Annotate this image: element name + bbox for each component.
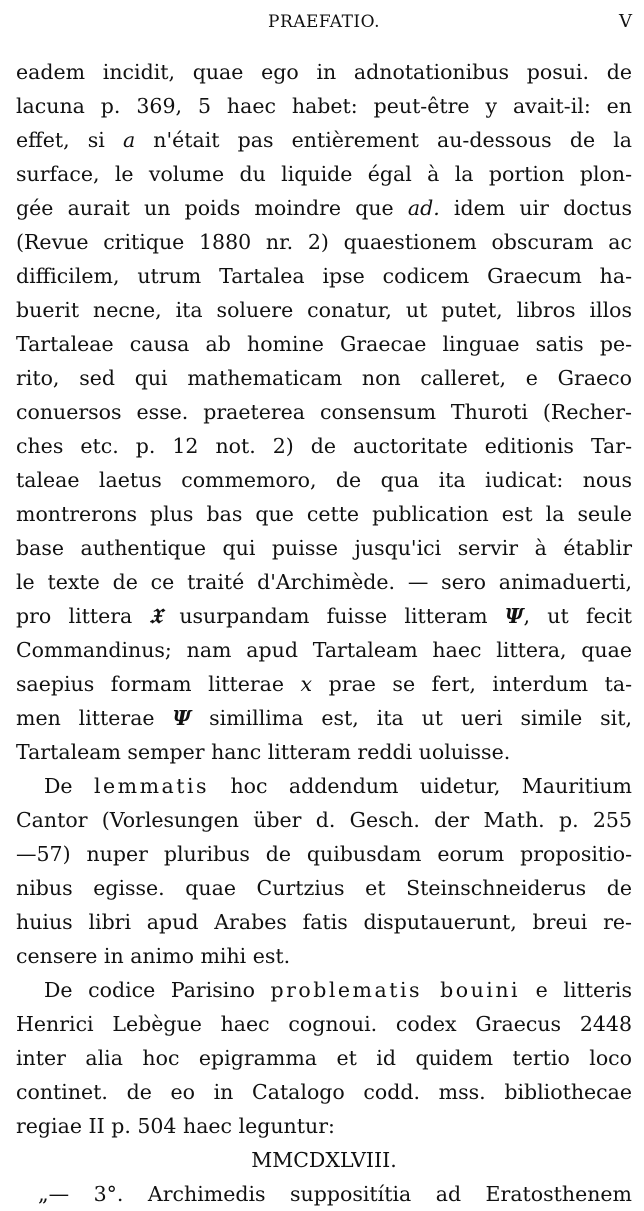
text-line xyxy=(16,905,632,939)
line-text: De codice Parisino xyxy=(44,978,271,1002)
line-text: rito, sed qui mathematicam non calleret, e Graeco xyxy=(16,366,632,390)
text-line xyxy=(16,599,632,633)
text-line xyxy=(16,633,632,667)
text-line xyxy=(16,293,632,327)
line-text: e litteris xyxy=(520,978,632,1002)
text-line xyxy=(16,803,632,837)
line-text: hoc addendum uidetur, Mauritium xyxy=(209,774,632,798)
spaced-text: problematis bouini xyxy=(270,978,521,1002)
text-line xyxy=(16,123,632,157)
text-line xyxy=(16,89,632,123)
italic-text: ad. xyxy=(407,196,440,220)
line-text: Tartaleae causa ab homine Graecae linguae satis pe- xyxy=(16,332,632,356)
text-line xyxy=(16,735,632,769)
text-line xyxy=(16,1143,632,1177)
line-text: difficilem, utrum Tartalea ipse codicem Graecum ha- xyxy=(16,264,632,288)
line-text: Henrici Lebègue haec cognoui. codex Graecus 2448 xyxy=(16,1012,632,1036)
line-text: idem uir doctus xyxy=(439,196,632,220)
line-text: base authentique qui puisse jusqu'ici servir à établir xyxy=(16,536,632,560)
running-title: PRAEFATIO. xyxy=(268,12,380,32)
body-text xyxy=(16,55,632,1211)
line-text: ches etc. p. 12 not. 2) de auctoritate editionis Tar- xyxy=(16,434,632,458)
line-text: Tartaleam semper hanc litteram reddi uoluisse. xyxy=(16,740,511,764)
text-line xyxy=(16,667,632,701)
text-line xyxy=(16,1007,632,1041)
text-line xyxy=(16,395,632,429)
text-line xyxy=(16,497,632,531)
line-text: Cantor (Vorlesungen über d. Gesch. der Math. p. 255 xyxy=(16,808,632,832)
text-line xyxy=(16,327,632,361)
line-text: De xyxy=(44,774,94,798)
line-text: surface, le volume du liquide égal à la portion plon- xyxy=(16,162,632,186)
letter-glyph: 𝔛 xyxy=(149,604,163,628)
letter-glyph: Ψ xyxy=(172,706,192,730)
text-line xyxy=(16,429,632,463)
line-text: effet, si xyxy=(16,128,123,152)
text-line xyxy=(16,157,632,191)
text-line xyxy=(16,565,632,599)
text-line xyxy=(16,837,632,871)
text-line xyxy=(16,1041,632,1075)
text-line xyxy=(16,871,632,905)
text-line xyxy=(16,531,632,565)
text-line xyxy=(16,769,632,803)
line-text: buerit necne, ita soluere conatur, ut putet, libros illos xyxy=(16,298,632,322)
letter-glyph: Ψ xyxy=(504,604,524,628)
line-text: n'était pas entièrement au-dessous de la xyxy=(135,128,632,152)
text-line xyxy=(16,225,632,259)
line-text: prae se fert, interdum ta- xyxy=(312,672,632,696)
line-text: men litterae xyxy=(16,706,173,730)
page-header xyxy=(16,8,632,34)
text-line xyxy=(16,191,632,225)
line-text: montrerons plus bas que cette publication est la seule xyxy=(16,502,632,526)
line-text: —57) nuper pluribus de quibusdam eorum propositio- xyxy=(16,842,632,866)
text-line xyxy=(16,463,632,497)
line-text: gée aurait un poids moindre que xyxy=(16,196,408,220)
text-line xyxy=(16,701,632,735)
line-text: Commandinus; nam apud Tartaleam haec littera, quae xyxy=(16,638,632,662)
italic-text: x xyxy=(300,672,313,696)
text-line xyxy=(16,259,632,293)
line-text: nibus egisse. quae Curtzius et Steinschneiderus de xyxy=(16,876,632,900)
italic-text: a xyxy=(122,128,136,152)
line-text: , ut fecit xyxy=(523,604,632,628)
line-text: inter alia hoc epigramma et id quidem tertio loco xyxy=(16,1046,632,1070)
line-text: taleae laetus commemoro, de qua ita iudicat: nous xyxy=(16,468,632,492)
line-text: regiae II p. 504 haec leguntur: xyxy=(16,1114,335,1138)
text-line xyxy=(16,1177,632,1211)
line-text: censere in animo mihi est. xyxy=(16,944,291,968)
line-text: lacuna p. 369, 5 haec habet: peut-être y avait-il: en xyxy=(16,94,632,118)
spaced-text: lemmatis xyxy=(93,774,210,798)
text-line xyxy=(16,939,632,973)
line-text: usurpandam fuisse litteram xyxy=(162,604,505,628)
line-text: conuersos esse. praeterea consensum Thuroti (Recher- xyxy=(16,400,632,424)
line-text: (Revue critique 1880 nr. 2) quaestionem obscuram ac xyxy=(16,230,632,254)
text-line xyxy=(16,973,632,1007)
page-number: V xyxy=(619,11,632,32)
line-text: MMCDXLVIII. xyxy=(251,1148,397,1172)
line-text: pro littera xyxy=(16,604,150,628)
line-text: le texte de ce traité d'Archimède. — sero animaduerti, xyxy=(16,570,632,594)
line-text: continet. de eo in Catalogo codd. mss. bibliothecae xyxy=(16,1080,632,1104)
text-line xyxy=(16,1109,632,1143)
line-text: „— 3°. Archimedis suppositítia ad Eratosthenem xyxy=(38,1182,632,1206)
text-line xyxy=(16,1075,632,1109)
line-text: huius libri apud Arabes fatis disputauerunt, breui re- xyxy=(16,910,632,934)
line-text: simillima est, ita ut ueri simile sit, xyxy=(191,706,632,730)
line-text: saepius formam litterae xyxy=(16,672,301,696)
text-line xyxy=(16,361,632,395)
line-text: eadem incidit, quae ego in adnotationibus posui. de xyxy=(16,60,632,84)
text-line xyxy=(16,55,632,89)
